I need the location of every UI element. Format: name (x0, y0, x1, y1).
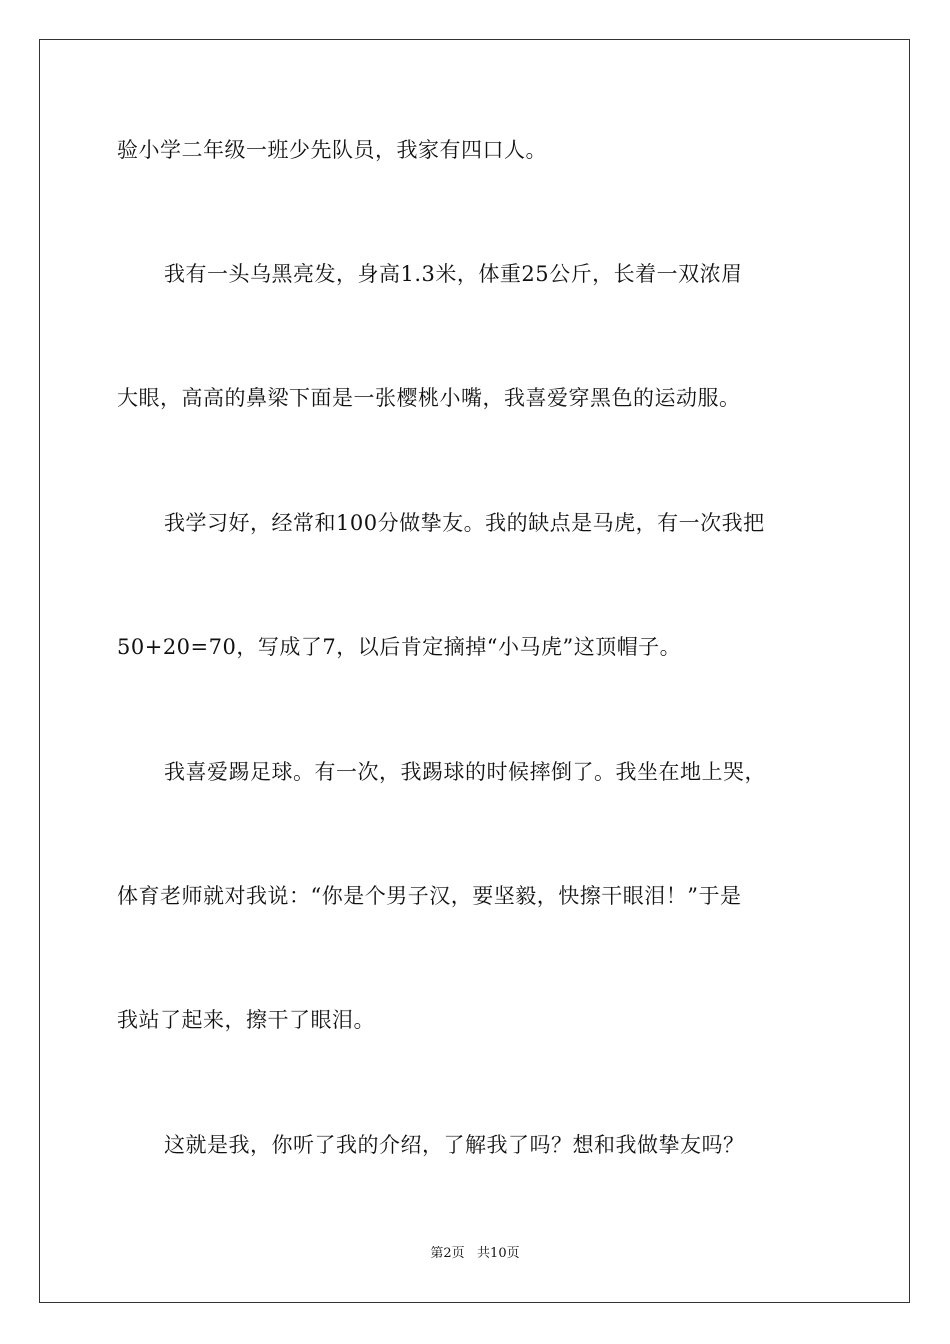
text-line-8: 我站了起来，擦干了眼泪。 (117, 1008, 375, 1032)
text-line-3: 大眼，高高的鼻梁下面是一张樱桃小嘴，我喜爱穿黑色的运动服。 (117, 386, 741, 410)
text-line-1: 验小学二年级一班少先队员，我家有四口人。 (117, 138, 547, 162)
page-border (39, 39, 910, 1303)
page-number-footer: 第2页 共10页 (430, 1246, 520, 1261)
text-line-9: 这就是我，你听了我的介绍，了解我了吗？想和我做挚友吗？ (164, 1133, 745, 1157)
text-line-6: 我喜爱踢足球。有一次，我踢球的时候摔倒了。我坐在地上哭， (164, 760, 766, 784)
text-line-7: 体育老师就对我说：“你是个男子汉，要坚毅，快擦干眼泪！”于是 (117, 884, 742, 908)
text-line-5: 50+20=70，写成了7，以后肯定摘掉“小马虎”这顶帽子。 (117, 635, 682, 659)
text-line-4: 我学习好，经常和100分做挚友。我的缺点是马虎，有一次我把 (164, 511, 765, 535)
text-line-2: 我有一头乌黑亮发，身高1.3米，体重25公斤，长着一双浓眉 (164, 262, 743, 286)
